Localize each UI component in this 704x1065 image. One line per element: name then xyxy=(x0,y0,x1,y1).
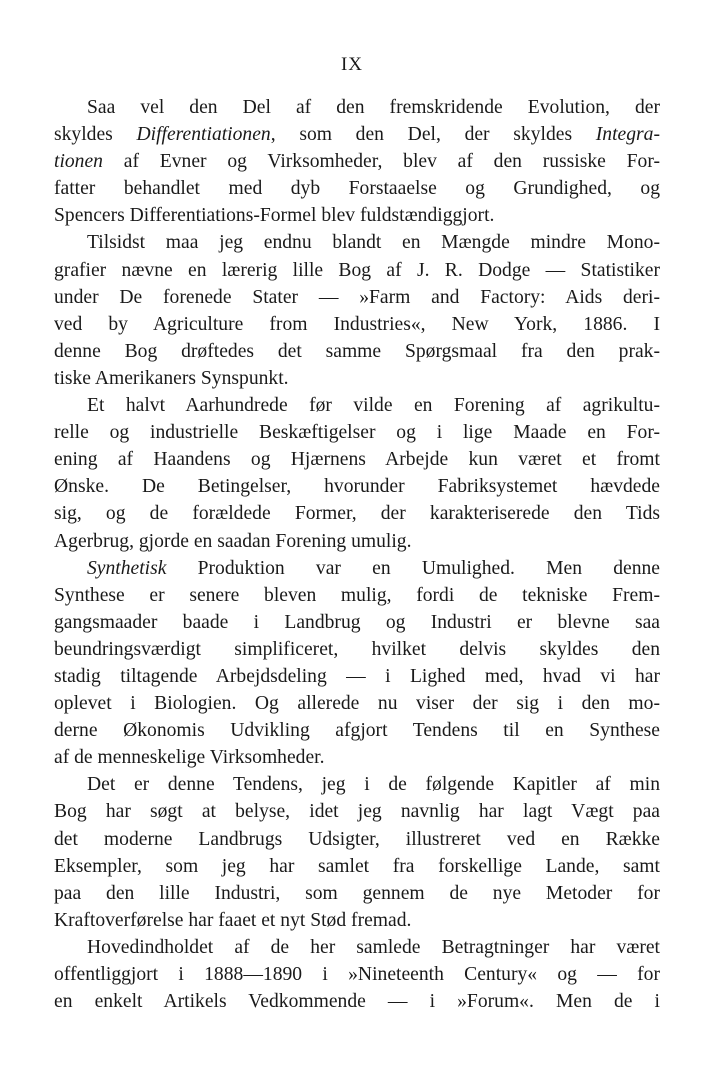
text-line xyxy=(54,609,660,636)
italic-text: Integra- xyxy=(595,124,660,146)
text-line xyxy=(54,446,660,473)
text-line xyxy=(54,148,660,175)
text-segment: Produktion var en Umulighed. Men denne xyxy=(166,557,660,579)
text-segment: Eksempler, som jeg har samlet fra forskellige Lande, samt xyxy=(54,855,660,877)
text-line xyxy=(54,961,660,988)
text-segment: Spencers Differentiations-Formel blev fuldstændiggjort. xyxy=(54,205,495,227)
text-segment: stadig tiltagende Arbejdsdeling — i Lighed med, hvad vi har xyxy=(54,665,660,687)
text-line xyxy=(54,771,660,798)
italic-text: tionen xyxy=(54,151,103,173)
page-number: IX xyxy=(340,54,364,75)
text-line xyxy=(54,690,660,717)
text-line xyxy=(54,500,660,527)
text-segment: af Evner og Virksomheder, blev af den russiske For- xyxy=(102,151,660,173)
text-segment: det moderne Landbrugs Udsigter, illustreret ved en Række xyxy=(54,828,660,850)
text-segment: grafier nævne en lærerig lille Bog af J. R. Dodge — Statistiker xyxy=(54,259,660,281)
text-line xyxy=(54,717,660,744)
text-line xyxy=(54,473,660,500)
italic-text: Synthetisk xyxy=(87,557,167,579)
text-segment: Kraftoverførelse har faaet et nyt Stød fremad. xyxy=(54,909,412,931)
text-segment: oplevet i Biologien. Og allerede nu viser der sig i den mo- xyxy=(54,693,660,715)
text-segment: ening af Haandens og Hjærnens Arbejde kun været et fromt xyxy=(54,449,660,471)
text-line xyxy=(54,907,660,934)
text-segment: derne Økonomis Udvikling afgjort Tendens til en Synthese xyxy=(54,720,660,742)
text-segment: Agerbrug, gjorde en saadan Forening umulig. xyxy=(54,530,412,552)
text-segment: Bog har søgt at belyse, idet jeg navnlig har lagt Vægt paa xyxy=(54,801,660,823)
text-line xyxy=(54,175,660,202)
text-segment: , som den Del, der skyldes xyxy=(270,124,596,146)
text-line xyxy=(54,311,660,338)
text-segment: denne Bog drøftedes det samme Spørgsmaal fra den prak- xyxy=(54,340,660,362)
text-line xyxy=(54,988,660,1015)
text-line xyxy=(54,121,660,148)
text-segment: Hovedindholdet af de her samlede Betragtninger har været xyxy=(87,936,660,958)
text-line xyxy=(54,663,660,690)
text-segment: Det er denne Tendens, jeg i de følgende Kapitler af min xyxy=(87,774,660,796)
text-line xyxy=(54,744,660,771)
text-segment: gangsmaader baade i Landbrug og Industri er blevne saa xyxy=(54,611,660,633)
text-line xyxy=(54,284,660,311)
text-segment: relle og industrielle Beskæftigelser og i lige Maade en For- xyxy=(54,422,660,444)
text-line xyxy=(54,826,660,853)
text-segment: Et halvt Aarhundrede før vilde en Forening af agrikultu- xyxy=(87,395,660,417)
text-segment: en enkelt Artikels Vedkommende — i »Forum«. Men de i xyxy=(54,991,660,1013)
text-segment: paa den lille Industri, som gennem de nye Metoder for xyxy=(54,882,660,904)
body-text xyxy=(54,94,660,1015)
text-segment: under De forenede Stater — »Farm and Factory: Aids deri- xyxy=(54,286,660,308)
text-line xyxy=(54,798,660,825)
text-segment: tiske Amerikaners Synspunkt. xyxy=(54,367,289,389)
text-segment: skyldes xyxy=(54,124,137,146)
text-line xyxy=(54,338,660,365)
text-line xyxy=(54,202,660,229)
text-segment: offentliggjort i 1888—1890 i »Nineteenth Century« og — for xyxy=(54,964,660,985)
text-line xyxy=(54,365,660,392)
text-line xyxy=(54,555,660,582)
text-line xyxy=(54,880,660,907)
text-segment: Synthese er senere bleven mulig, fordi de tekniske Frem- xyxy=(54,584,660,606)
text-line xyxy=(54,636,660,663)
text-line xyxy=(54,419,660,446)
text-segment: fatter behandlet med dyb Forstaaelse og Grundighed, og xyxy=(54,178,660,200)
italic-text: Differentiationen xyxy=(136,124,271,146)
text-line xyxy=(54,257,660,284)
text-line xyxy=(54,853,660,880)
text-segment: ved by Agriculture from Industries«, New York, 1886. I xyxy=(54,313,660,335)
text-line xyxy=(54,392,660,419)
text-line xyxy=(54,528,660,555)
text-line xyxy=(54,582,660,609)
text-line xyxy=(54,934,660,961)
text-segment: af de menneskelige Virksomheder. xyxy=(54,747,325,769)
text-segment: Ønske. De Betingelser, hvorunder Fabriksystemet hævdede xyxy=(54,476,660,498)
text-segment: Saa vel den Del af den fremskridende Evolution, der xyxy=(87,97,660,118)
text-line xyxy=(54,229,660,256)
text-segment: sig, og de forældede Former, der karakteriserede den Tids xyxy=(54,503,660,525)
text-segment: Tilsidst maa jeg endnu blandt en Mængde mindre Mono- xyxy=(87,232,660,254)
text-segment: beundringsværdigt simplificeret, hvilket delvis skyldes den xyxy=(54,638,660,660)
text-line xyxy=(54,94,660,121)
